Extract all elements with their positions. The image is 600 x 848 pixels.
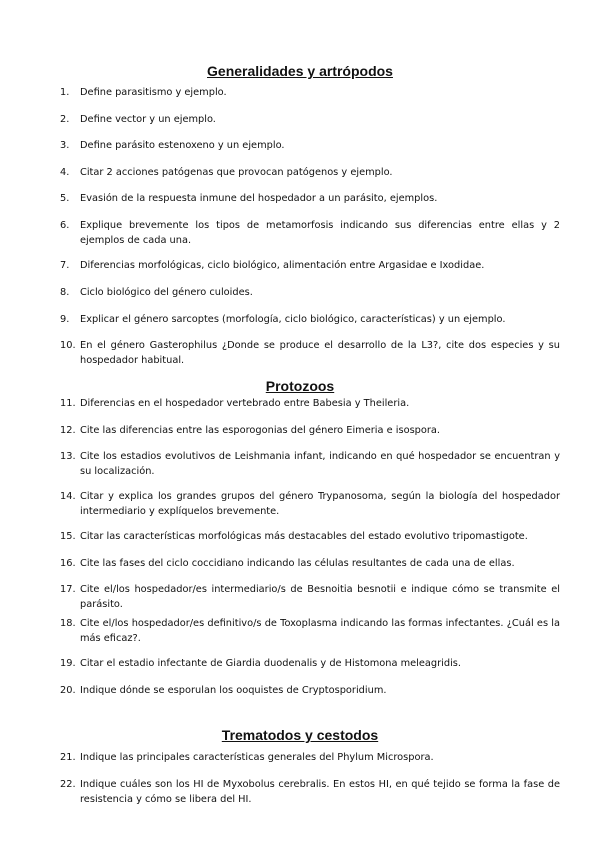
question-text: Citar el estadio infectante de Giardia duodenalis y de Histomona meleagridis. [80, 658, 462, 669]
question-number: 17. [60, 584, 76, 595]
question-item [60, 777, 560, 807]
question-text: Define parasitismo y ejemplo. [80, 87, 227, 98]
question-number: 20. [60, 685, 76, 696]
question-number: 7. [60, 260, 70, 271]
question-number: 4. [60, 167, 70, 178]
question-item [60, 582, 560, 612]
question-text: Citar 2 acciones patógenas que provocan patógenos y ejemplo. [80, 167, 393, 178]
question-text: Cite los estadios evolutivos de Leishmania infant, indicando en qué hospedador se encuentran y su localización. [80, 451, 560, 477]
question-item [60, 312, 560, 327]
question-item [60, 191, 560, 206]
question-text: Define vector y un ejemplo. [80, 114, 216, 125]
question-number: 16. [60, 558, 76, 569]
question-number: 9. [60, 314, 70, 325]
question-item [60, 529, 560, 544]
question-item [60, 489, 560, 519]
question-text: Citar y explica los grandes grupos del género Trypanosoma, según la biología del hospedador intermediario y explíquelos brevemente. [80, 491, 560, 517]
question-text: Cite el/los hospedador/es intermediario/s de Besnoitia besnotii e indique cómo se transmite el parásito. [80, 584, 560, 610]
question-item [60, 396, 560, 411]
question-text: Ciclo biológico del género culoides. [80, 287, 253, 298]
question-item [60, 616, 560, 646]
question-item [60, 112, 560, 127]
question-number: 10. [60, 340, 76, 351]
question-number: 5. [60, 193, 70, 204]
question-number: 22. [60, 779, 76, 790]
question-text: Evasión de la respuesta inmune del hospedador a un parásito, ejemplos. [80, 193, 438, 204]
question-item [60, 285, 560, 300]
question-text: Indique las principales características generales del Phylum Microspora. [80, 752, 434, 763]
question-text: En el género Gasterophilus ¿Donde se produce el desarrollo de la L3?, cite dos especies y su hospedador habitual. [80, 340, 560, 366]
question-number: 14. [60, 491, 76, 502]
question-number: 8. [60, 287, 70, 298]
question-text: Cite el/los hospedador/es definitivo/s de Toxoplasma indicando las formas infectantes. ¿Cuál es la más eficaz?. [80, 618, 560, 644]
question-number: 12. [60, 425, 76, 436]
section-heading-protozoos: Protozoos [265, 378, 335, 394]
question-number: 21. [60, 752, 76, 763]
question-text: Diferencias morfológicas, ciclo biológico, alimentación entre Argasidae e Ixodidae. [80, 260, 485, 271]
question-text: Citar las características morfológicas más destacables del estado evolutivo tripomastigote. [80, 531, 528, 542]
question-item [60, 449, 560, 479]
question-text: Cite las fases del ciclo coccidiano indicando las células resultantes de cada una de ellas. [80, 558, 515, 569]
question-text: Indique dónde se esporulan los ooquistes de Cryptosporidium. [80, 685, 387, 696]
question-number: 19. [60, 658, 76, 669]
question-item [60, 423, 560, 438]
question-number: 13. [60, 451, 76, 462]
question-item [60, 338, 560, 368]
question-text: Explicar el género sarcoptes (morfología, ciclo biológico, características) y un ejemplo. [80, 314, 506, 325]
section-heading-trematodos: Trematodos y cestodos [221, 727, 379, 743]
question-item [60, 258, 560, 273]
section-heading-generalidades: Generalidades y artrópodos [207, 63, 393, 79]
question-number: 18. [60, 618, 76, 629]
question-number: 6. [60, 220, 70, 231]
question-text: Explique brevemente los tipos de metamorfosis indicando sus diferencias entre ellas y 2 ejemplos de cada una. [80, 220, 560, 246]
question-text: Indique cuáles son los HI de Myxobolus cerebralis. En estos HI, en qué tejido se forma la fase de resistencia y cómo se libera del HI. [80, 779, 560, 805]
question-item [60, 656, 560, 671]
question-number: 11. [60, 398, 76, 409]
question-item [60, 85, 560, 100]
question-item [60, 138, 560, 153]
question-number: 1. [60, 87, 70, 98]
question-item [60, 218, 560, 248]
question-text: Diferencias en el hospedador vertebrado entre Babesia y Theileria. [80, 398, 410, 409]
question-text: Define parásito estenoxeno y un ejemplo. [80, 140, 285, 151]
question-item [60, 165, 560, 180]
question-item [60, 556, 560, 571]
question-number: 2. [60, 114, 70, 125]
question-number: 3. [60, 140, 70, 151]
question-number: 15. [60, 531, 76, 542]
question-item [60, 683, 560, 698]
question-item [60, 750, 560, 765]
question-text: Cite las diferencias entre las esporogonias del género Eimeria e isospora. [80, 425, 441, 436]
